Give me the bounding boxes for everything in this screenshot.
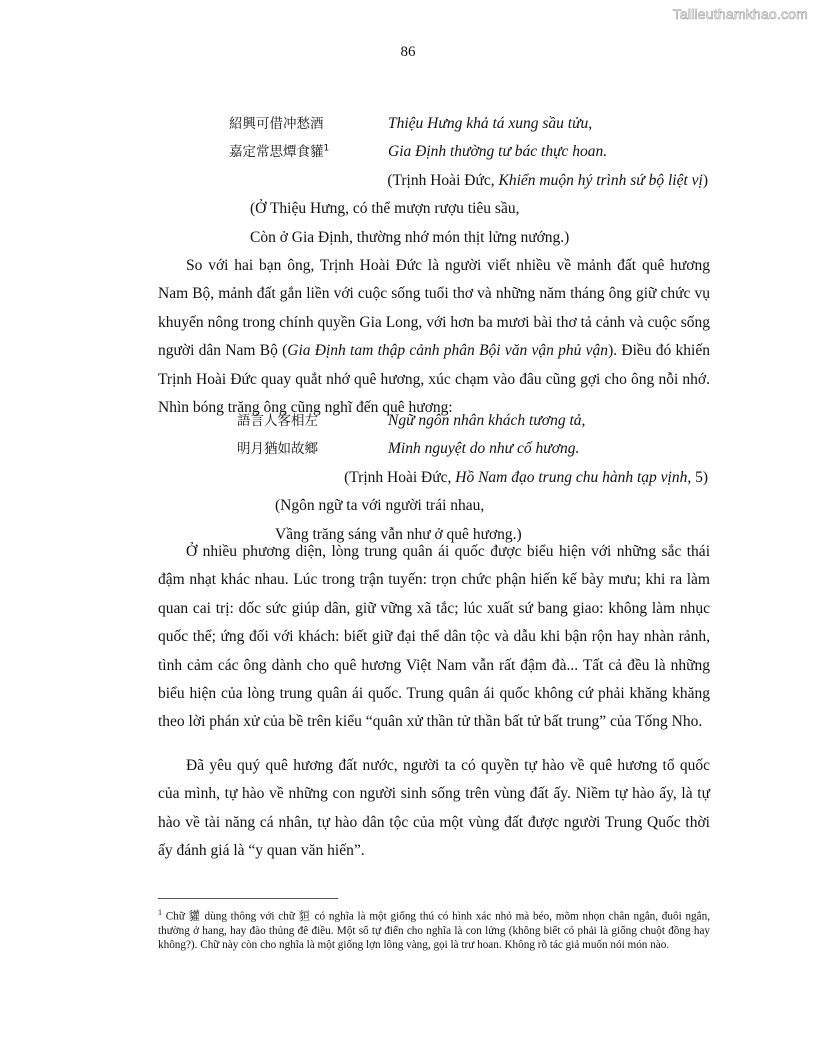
poem-1-source [158, 167, 710, 195]
poem-1-line-2 [158, 138, 710, 166]
paragraph-1-text [158, 252, 710, 422]
paragraph-1 [158, 252, 710, 422]
han-verse-text: 嘉定常思燂食貛 [229, 144, 324, 161]
poem-2-source [158, 464, 710, 492]
han-verse [229, 138, 329, 166]
viet-verse: Minh nguyệt do như cố hương. [388, 440, 580, 458]
poem-2-line-1 [158, 407, 710, 435]
paragraph-2 [158, 538, 710, 737]
footnote-number: 1 [158, 908, 162, 917]
footnote-text: Chữ 貛 dùng thông với chữ 貆 có nghĩa là một giống thú có hình xác nhỏ mà béo, mõm nhọn chân ngắn, đuôi ngắn, thường ở hang, hay đào thủng đê điều. Một số tự điển cho nghĩa là con lửng (không biết có phải là giống chuột đồng hay không?). Chữ này còn cho nghĩa là một giống lợn lông vàng, gọi là trư hoan. Không rõ tác giả muốn nói món nào. [158, 910, 711, 951]
poem-2-line-2 [158, 435, 710, 463]
viet-verse: Gia Định thường tư bác thực hoan. [388, 143, 608, 161]
paragraph-3 [158, 752, 710, 866]
source-title: Khiển muộn hý trình sứ bộ liệt vị [498, 171, 703, 189]
footnote-marker[interactable]: 1 [323, 143, 330, 154]
paragraph-1-part-b: ). Điều đó khiến Trịnh Hoài Đức quay quắt nhớ quê hương, xúc chạm vào đâu cũng gợi cho ông nỗi nhớ. Nhìn bóng trăng ông cũng nghĩ đến quê hương: [158, 342, 710, 417]
paragraph-2-text: Ở nhiều phương diện, lòng trung quân ái quốc được biểu hiện với những sắc thái đậm nhạt khác nhau. Lúc trong trận tuyến: trọn chức phận hiến kế bày mưu; khi ra làm quan cai trị: dốc sức giúp dân, giữ vững xã tắc; lúc xuất sứ bang giao: không làm nhục quốc thể; ứng đối với khách: biết giữ đại thể dân tộc và dẫu khi bận rộn hay nhàn rảnh, tình cảm các ông dành cho quê hương Việt Nam vẫn rất đậm đà... Tất cả đều là những biểu hiện của lòng trung quân ái quốc. Trung quân ái quốc không cứ phải khăng khăng theo lời phán xử của bề trên kiểu “quân xử thần tử thần bất tử bất trung” của Tống Nho. [158, 543, 710, 731]
footnote-divider [158, 898, 338, 899]
poem-1-translation-2: Còn ở Gia Định, thường nhớ món thịt lửng nướng.) [250, 228, 570, 246]
paragraph-3-text: Đã yêu quý quê hương đất nước, người ta có quyền tự hào về quê hương tổ quốc của mình, tự hào về những con người sinh sống trên vùng đất ấy. Niềm tự hào ấy, là tự hào về tài năng cá nhân, tự hào dân tộc của một vùng đất được người Trung Quốc thời ấy đánh giá là “y quan văn hiến”. [158, 757, 710, 860]
source-suffix: , 5) [687, 468, 708, 486]
source-title: Hồ Nam đạo trung chu hành tạp vịnh [455, 468, 688, 486]
page-number: 86 [400, 44, 416, 60]
han-verse: 紹興可借冲愁酒 [229, 116, 324, 132]
viet-verse: Thiệu Hưng khả tá xung sầu tửu, [388, 115, 593, 132]
source-suffix: ) [702, 171, 708, 189]
poem-1-translation-1: (Ở Thiệu Hưng, có thể mượn rượu tiêu sầu, [250, 200, 520, 218]
viet-verse: Ngữ ngôn nhân khách tương tả, [388, 412, 586, 429]
source-prefix: (Trịnh Hoài Đức, [344, 468, 456, 486]
han-verse: 明月猶如故鄉 [237, 441, 318, 458]
han-verse: 語言人客相左 [237, 413, 318, 429]
poem-2-translation-2: Vầng trăng sáng vẫn như ở quê hương.) [275, 525, 522, 543]
paragraph-1-italic: Gia Định tam thập cảnh phân Bội văn vận phủ vận [287, 342, 609, 360]
poem-2-translation-1: (Ngôn ngữ ta với người trái nhau, [275, 497, 485, 515]
poem-1 [158, 110, 710, 252]
watermark: Tailieuthamkhao.com [672, 6, 808, 22]
poem-1-line-1 [158, 110, 710, 138]
paragraph-1-part-a: So với hai bạn ông, Trịnh Hoài Đức là người viết nhiều về mảnh đất quê hương Nam Bộ, mảnh đất gắn liền với cuộc sống tuổi thơ và những năm tháng ông giữ chức vụ khuyến nông trong chính quyền Gia Long, với hơn ba mươi bài thơ tả cảnh và cuộc sống người dân Nam Bộ ( [158, 257, 710, 360]
poem-2 [158, 407, 710, 549]
source-prefix: (Trịnh Hoài Đức, [387, 171, 499, 189]
footnote [158, 906, 710, 952]
